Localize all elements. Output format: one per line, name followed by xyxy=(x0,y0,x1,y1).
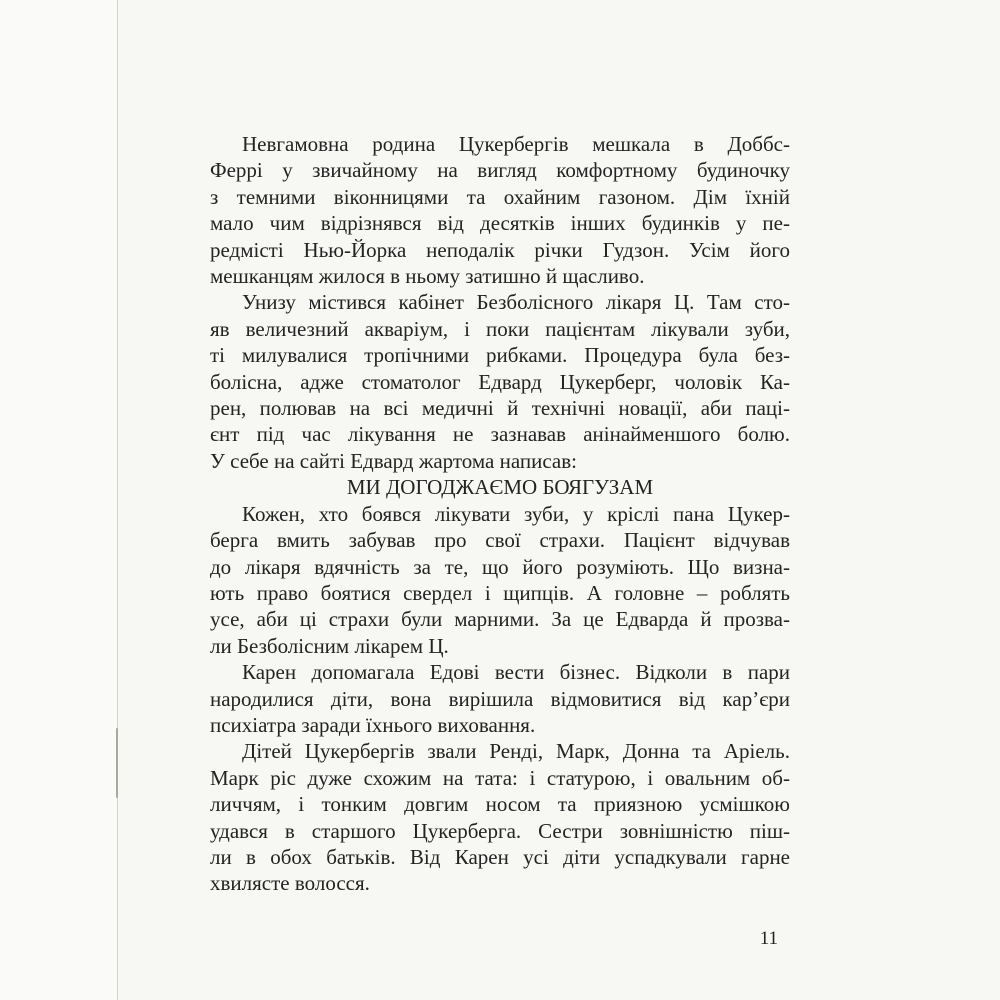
text-line: Кожен, хто боявся лікувати зуби, у кріслі пана Цукер- xyxy=(242,501,790,526)
text-line: ють право боятися свердел і щипців. А головне – роблять xyxy=(210,580,790,605)
text-line: рен, полював на всі медичні й технічні новації, аби паці- xyxy=(210,396,790,421)
paragraph xyxy=(210,738,790,896)
text-line: психіатра заради їхнього виховання. xyxy=(210,712,536,737)
text-line: ли Безболісним лікарем Ц. xyxy=(210,633,449,658)
text-line: Марк ріс дуже схожим на тата: і статурою, і овальним об- xyxy=(210,765,790,790)
paragraph xyxy=(210,659,790,738)
heading-line: МИ ДОГОДЖАЄМО БОЯГУЗАМ xyxy=(346,475,654,500)
text-line: У себе на сайті Едвард жартома написав: xyxy=(210,448,578,473)
text-line: Унизу містився кабінет Безболісного лікаря Ц. Там сто- xyxy=(242,290,790,315)
text-line: редмісті Нью-Йорка неподалік річки Гудзон. Усім його xyxy=(210,237,790,262)
text-line: яв величезний акваріум, і поки пацієнтам лікували зуби, xyxy=(210,316,790,341)
text-line: мешканцям жилося в ньому затишно й щасливо. xyxy=(210,264,645,289)
text-line: болісна, адже стоматолог Едвард Цукерберг, чоловік Ка- xyxy=(210,369,790,394)
section-heading xyxy=(210,474,790,500)
paragraph xyxy=(210,131,790,289)
scan-margin-strip xyxy=(0,0,117,1000)
page-edge-smudge xyxy=(116,728,118,798)
text-line: мало чим відрізнявся від десятків інших будинків у пе- xyxy=(210,211,790,236)
text-line: народилися діти, вона вирішила відмовитися від кар’єри xyxy=(210,686,790,711)
text-line: Карен допомагала Едові вести бізнес. Відколи в пари xyxy=(242,660,790,685)
text-line: Дітей Цукербергів звали Ренді, Марк, Донна та Аріель. xyxy=(242,739,790,764)
text-line: берга вмить забував про свої страхи. Пацієнт відчував xyxy=(210,528,790,553)
text-line: Феррі у звичайному на вигляд комфортному будиночку xyxy=(210,158,790,183)
text-line: хвилясте волосся. xyxy=(210,871,370,896)
text-line: ті милувалися тропічними рибками. Процедура була без- xyxy=(210,343,790,368)
text-line: Невгамовна родина Цукербергів мешкала в Доббс- xyxy=(242,132,790,156)
text-line: личчям, і тонким довгим носом та приязною усмішкою xyxy=(210,792,790,817)
paragraph xyxy=(210,289,790,474)
text-line: з темними віконницями та охайним газоном. Дім їхній xyxy=(210,184,790,209)
text-line: ли в обох батьків. Від Карен усі діти успадкували гарне xyxy=(210,844,790,869)
text-line: удався в старшого Цукерберга. Сестри зовнішністю піш- xyxy=(210,818,790,843)
paragraph xyxy=(210,501,790,659)
page-text-block xyxy=(210,131,790,897)
text-line: усе, аби ці страхи були марними. За це Едварда й прозва- xyxy=(210,607,790,632)
page-number: 11 xyxy=(759,928,778,949)
text-line: до лікаря вдячність за те, що його розуміють. Що визна- xyxy=(210,554,790,579)
page-edge-line xyxy=(117,0,118,1000)
text-line: єнт під час лікування не зазнавав анінайменшого болю. xyxy=(210,422,790,447)
